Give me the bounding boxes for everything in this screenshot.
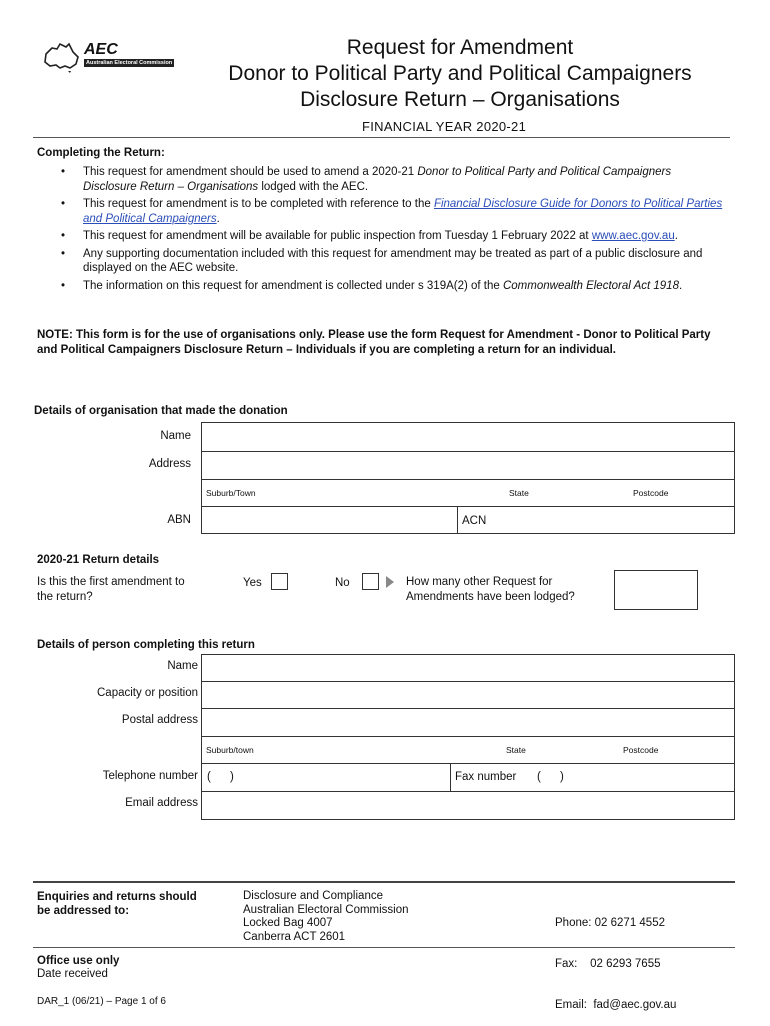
person-name-label: Name	[167, 660, 198, 672]
fax-label: Fax number	[455, 771, 517, 783]
telephone-parens: ( )	[207, 771, 234, 783]
org-address-label: Address	[148, 458, 191, 470]
org-abn-label: ABN	[167, 514, 191, 526]
title-line-2: Donor to Political Party and Political Campaigners	[228, 62, 692, 85]
org-abn-input[interactable]	[202, 507, 457, 533]
yes-checkbox[interactable]	[271, 573, 288, 590]
email-input[interactable]	[202, 792, 734, 819]
aec-website-link[interactable]: www.aec.gov.au	[591, 230, 675, 242]
completing-heading: Completing the Return:	[37, 147, 165, 159]
telephone-input[interactable]	[202, 764, 450, 791]
fax-parens: ( )	[537, 771, 564, 783]
contact-phone: Phone: 02 6271 4552	[555, 917, 665, 930]
title-line-3: Disclosure Return – Organisations	[300, 88, 620, 111]
organisation-heading: Details of organisation that made the donation	[34, 405, 288, 417]
header-rule	[33, 137, 730, 138]
enquiries-heading: Enquiries and returns should be addressed to:	[37, 891, 197, 917]
financial-disclosure-guide-link[interactable]: Financial Disclosure Guide for Donors to Political Parties and Political Campaigners	[83, 198, 723, 225]
contact-fax: Fax: 02 6293 7655	[555, 957, 661, 970]
financial-year: FINANCIAL YEAR 2020-21	[362, 119, 527, 134]
telephone-label: Telephone number	[102, 770, 198, 782]
org-acn-label: ACN	[462, 515, 487, 527]
postal-address-label: Postal address	[121, 714, 198, 726]
organisation-note: NOTE: This form is for the use of organisations only. Please use the form Request for Amendment - Donor to Political Party and Political Campaigners Disclosure Return – Individuals if you are completing a return for an individual.	[37, 329, 711, 356]
bullet-5: • The information on this request for amendment is collected under s 319A(2) of the Commonwealth Electoral Act 1918.	[61, 279, 683, 292]
bullet-1: • This request for amendment should be used to amend a 2020-21 Donor to Political Party and Political Campaigners Disclosure Return – Organisations lodged with the AEC.	[61, 166, 672, 193]
no-label: No	[335, 577, 350, 589]
bullet-3: • This request for amendment will be available for public inspection from Tuesday 1 February 2022 at www.aec.gov.au.	[61, 230, 678, 242]
date-received-label: Date received	[37, 968, 108, 980]
email-label: Email address	[125, 797, 198, 809]
capacity-input[interactable]	[202, 682, 734, 708]
org-postcode-label: Postcode	[633, 488, 669, 498]
contact-email: Email: fad@aec.gov.au	[555, 998, 677, 1011]
org-suburb-label: Suburb/Town	[206, 488, 256, 498]
no-checkbox[interactable]	[362, 573, 379, 590]
address-line-2: Australian Electoral Commission	[243, 903, 409, 916]
enquiries-contact	[555, 890, 676, 1026]
arrow-right-icon	[386, 576, 394, 588]
address-line-3: Locked Bag 4007	[243, 917, 333, 930]
completing-bullets	[37, 165, 727, 296]
person-postcode-label: Postcode	[623, 745, 659, 755]
enquiries-rule	[33, 881, 735, 883]
office-use-heading: Office use only	[37, 955, 120, 967]
return-details-heading: 2020-21 Return details	[37, 554, 160, 566]
person-name-input[interactable]	[202, 655, 734, 681]
how-many-question: How many other Request for Amendments have been lodged?	[406, 576, 575, 603]
amendment-count-input[interactable]	[614, 570, 698, 610]
bullet-4: • Any supporting documentation included with this request for amendment may be treated as part of a public disclosure and displayed on the AEC website.	[61, 247, 703, 274]
enquiries-address	[243, 890, 409, 944]
first-amendment-question: Is this the first amendment to the return?	[37, 576, 185, 603]
yes-label: Yes	[243, 577, 262, 589]
office-rule	[33, 947, 735, 948]
org-state-label: State	[509, 488, 529, 498]
org-name-input[interactable]	[202, 423, 734, 451]
address-line-1: Disclosure and Compliance	[243, 890, 383, 902]
person-suburb-label: Suburb/town	[206, 745, 254, 755]
org-acn-input[interactable]	[478, 507, 734, 533]
logo-abbr: AEC	[84, 41, 118, 58]
bullet-2: • This request for amendment is to be completed with reference to the Financial Disclosure Guide for Donors to Political Parties and Political Campaigners.	[61, 198, 723, 225]
capacity-label: Capacity or position	[97, 687, 198, 699]
logo-full-name: Australian Electoral Commission	[86, 60, 173, 66]
person-state-label: State	[506, 745, 526, 755]
person-heading: Details of person completing this return	[37, 639, 255, 651]
title-line-1: Request for Amendment	[346, 36, 574, 59]
address-line-4: Canberra ACT 2601	[243, 930, 346, 943]
page-footer: DAR_1 (06/21) – Page 1 of 6	[37, 996, 166, 1007]
org-name-label: Name	[160, 430, 191, 442]
australia-map-icon	[40, 40, 82, 74]
